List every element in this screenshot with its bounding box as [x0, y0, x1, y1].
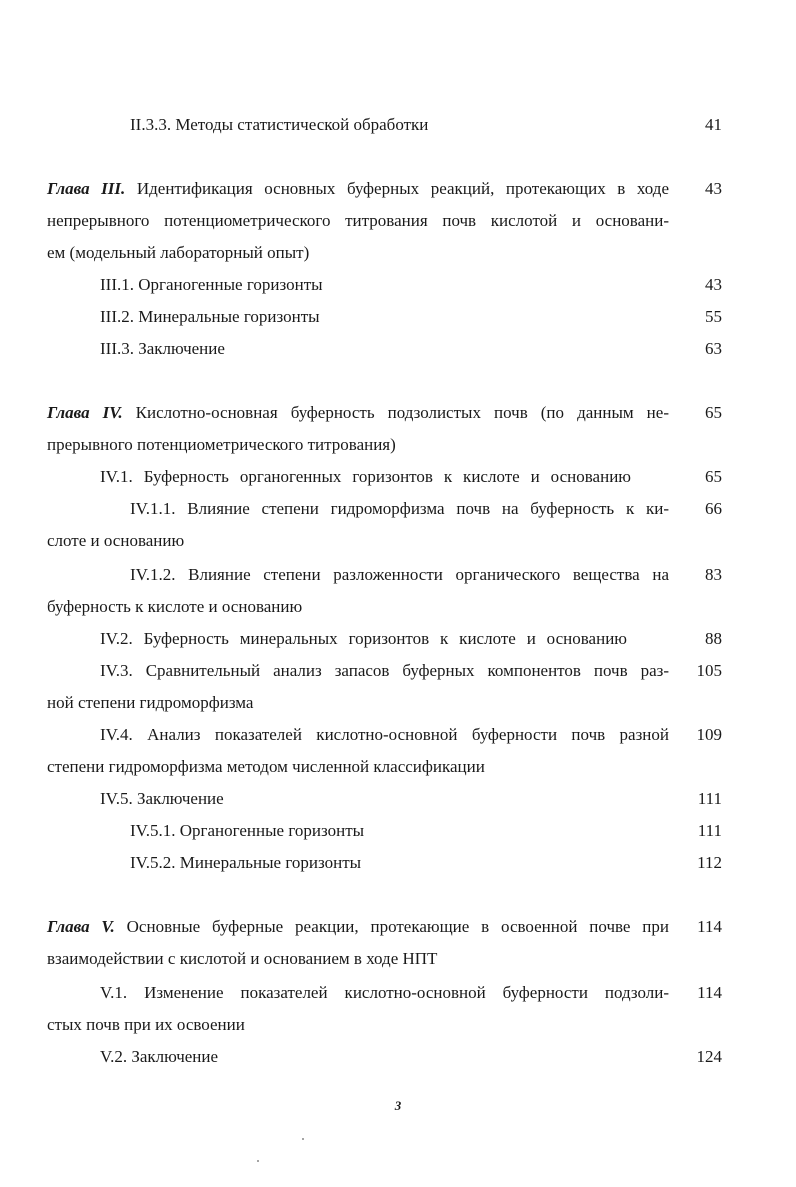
page-number: 3	[394, 1098, 402, 1113]
toc-entry-4-1-2-line-1: IV.1.2. Влияние степени разложенности органического вещества на	[130, 565, 669, 584]
toc-page-4-1-2: 83	[705, 565, 722, 584]
toc-page-chapter-3: 43	[705, 179, 722, 198]
toc-chapter-4-line-1	[47, 402, 669, 424]
toc-page-4-5-2: 112	[697, 853, 722, 872]
toc-entry-4-1-1-line-2: слоте и основанию	[47, 531, 185, 550]
toc-page-5-1: 114	[697, 983, 722, 1002]
scan-speck	[302, 1138, 304, 1140]
toc-chapter-5-line-1	[47, 916, 669, 938]
toc-entry-3-1: III.1. Органогенные горизонты	[100, 275, 323, 294]
chapter-3-label: Глава III.	[47, 179, 126, 198]
toc-entry-4-5-2: IV.5.2. Минеральные горизонты	[130, 853, 362, 872]
toc-page-chapter-4: 65	[705, 403, 722, 422]
toc-page-4-1: 65	[705, 467, 722, 486]
toc-entry-5-1-line-1: V.1. Изменение показателей кислотно-основной буферности подзоли-	[100, 983, 669, 1002]
chapter-4-label: Глава IV.	[47, 403, 123, 422]
toc-entry-4-4-line-2: степени гидроморфизма методом численной классификации	[47, 757, 485, 776]
toc-entry-5-1-line-2: стых почв при их освоении	[47, 1015, 245, 1034]
toc-entry-4-1-1-line-1: IV.1.1. Влияние степени гидроморфизма почв на буферность к ки-	[130, 499, 669, 518]
toc-chapter-4-line-2: прерывного потенциометрического титрования)	[47, 435, 396, 454]
toc-page-4-4: 109	[696, 725, 722, 744]
toc-entry-4-1-2-line-2: буферность к кислоте и основанию	[47, 597, 303, 616]
toc-entry-2-3-3: II.3.3. Методы статистической обработки	[130, 115, 429, 134]
toc-page-3-3: 63	[705, 339, 722, 358]
toc-page-chapter-5: 114	[697, 917, 722, 936]
chapter-4-title-part-1: Кислотно-основная буферность подзолистых почв (по данным не-	[122, 403, 669, 422]
toc-entry-4-3-line-2: ной степени гидроморфизма	[47, 693, 254, 712]
toc-entry-4-2: IV.2. Буферность минеральных горизонтов к кислоте и основанию	[100, 629, 627, 648]
toc-entry-4-5: IV.5. Заключение	[100, 789, 224, 808]
toc-chapter-5-line-2: взаимодействии с кислотой и основанием в ходе НПТ	[47, 949, 438, 968]
toc-page-4-5: 111	[697, 789, 722, 808]
chapter-3-title-part-1: Идентификация основных буферных реакций, протекающих в ходе	[125, 179, 669, 198]
chapter-5-title-part-1: Основные буферные реакции, протекающие в освоенной почве при	[114, 917, 669, 936]
toc-chapter-3-line-1	[47, 178, 669, 200]
toc-page-4-1-1: 66	[705, 499, 722, 518]
toc-entry-4-3-line-1: IV.3. Сравнительный анализ запасов буферных компонентов почв раз-	[100, 661, 669, 680]
toc-entry-3-3: III.3. Заключение	[100, 339, 225, 358]
toc-page-4-3: 105	[696, 661, 722, 680]
toc-page-2-3-3: 41	[705, 115, 722, 134]
toc-page-3-1: 43	[705, 275, 722, 294]
toc-entry-4-5-1: IV.5.1. Органогенные горизонты	[130, 821, 365, 840]
scan-speck	[257, 1160, 259, 1162]
toc-entry-4-4-line-1: IV.4. Анализ показателей кислотно-основной буферности почв разной	[100, 725, 669, 744]
toc-page-4-2: 88	[705, 629, 722, 648]
toc-page-5-2: 124	[696, 1047, 722, 1066]
toc-chapter-3-line-2: непрерывного потенциометрического титрования почв кислотой и основани-	[47, 211, 669, 230]
toc-entry-3-2: III.2. Минеральные горизонты	[100, 307, 320, 326]
toc-page-4-5-1: 111	[697, 821, 722, 840]
toc-entry-4-1: IV.1. Буферность органогенных горизонтов к кислоте и основанию	[100, 467, 631, 486]
toc-entry-5-2: V.2. Заключение	[100, 1047, 219, 1066]
chapter-5-label: Глава V.	[47, 917, 115, 936]
toc-page-3-2: 55	[705, 307, 722, 326]
toc-chapter-3-line-3: ем (модельный лабораторный опыт)	[47, 243, 310, 262]
